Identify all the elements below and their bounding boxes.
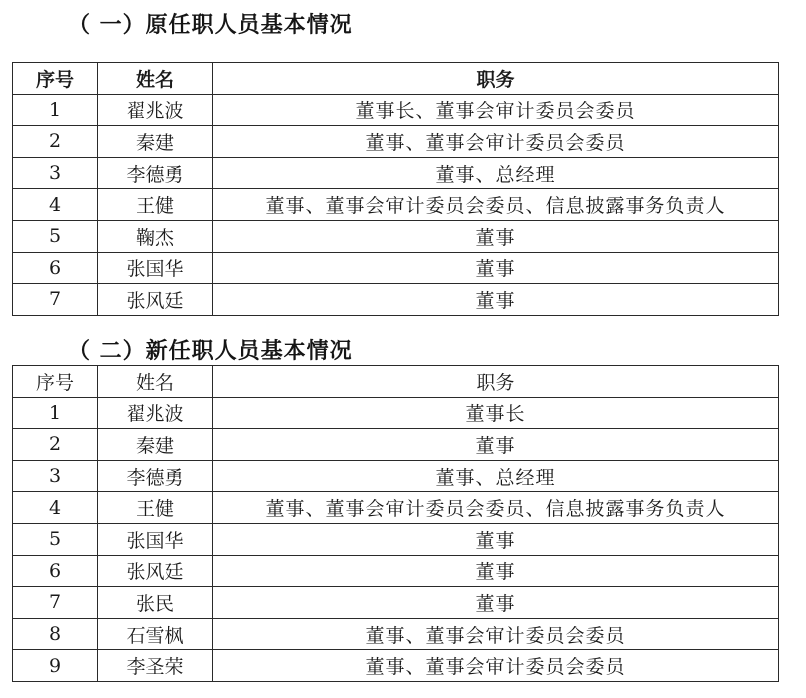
table-row: [13, 126, 779, 158]
table-row: [13, 460, 779, 492]
person-name-cell: 石雪枫: [98, 618, 213, 650]
section-title-original-staff: （ 一）原任职人员基本情况: [68, 13, 353, 38]
row-number-cell: 9: [13, 650, 98, 682]
person-name-cell: 张风廷: [98, 555, 213, 587]
row-number-cell: 6: [13, 555, 98, 587]
original-staff-table: [12, 62, 779, 316]
header-name: 姓名: [98, 63, 213, 95]
row-number-cell: 3: [13, 460, 98, 492]
table-row: [13, 618, 779, 650]
person-name-cell: 秦建: [98, 126, 213, 158]
header-name: 姓名: [98, 366, 213, 398]
position-cell: 董事: [213, 555, 779, 587]
position-cell: 董事: [213, 252, 779, 284]
person-name-cell: 李圣荣: [98, 650, 213, 682]
row-number-cell: 2: [13, 429, 98, 461]
position-cell: 董事: [213, 429, 779, 461]
row-number-cell: 6: [13, 252, 98, 284]
position-cell: 董事、总经理: [213, 460, 779, 492]
table-row: [13, 587, 779, 619]
table-row: [13, 157, 779, 189]
position-cell: 董事: [213, 284, 779, 316]
table-row: [13, 397, 779, 429]
table-row: [13, 284, 779, 316]
header-no: 序号: [13, 63, 98, 95]
person-name-cell: 张风廷: [98, 284, 213, 316]
table-row: [13, 252, 779, 284]
table-row: [13, 650, 779, 682]
person-name-cell: 鞠杰: [98, 220, 213, 252]
person-name-cell: 张国华: [98, 523, 213, 555]
position-cell: 董事长、董事会审计委员会委员: [213, 94, 779, 126]
row-number-cell: 7: [13, 284, 98, 316]
table-row: [13, 189, 779, 221]
position-cell: 董事: [213, 587, 779, 619]
position-cell: 董事、董事会审计委员会委员、信息披露事务负责人: [213, 492, 779, 524]
person-name-cell: 王健: [98, 492, 213, 524]
table-row: [13, 220, 779, 252]
row-number-cell: 8: [13, 618, 98, 650]
position-cell: 董事、董事会审计委员会委员: [213, 650, 779, 682]
row-number-cell: 5: [13, 523, 98, 555]
position-cell: 董事、董事会审计委员会委员: [213, 126, 779, 158]
table-row: [13, 429, 779, 461]
new-staff-table: [12, 365, 779, 682]
row-number-cell: 4: [13, 492, 98, 524]
header-no: 序号: [13, 366, 98, 398]
row-number-cell: 7: [13, 587, 98, 619]
person-name-cell: 翟兆波: [98, 397, 213, 429]
header-title: 职务: [213, 63, 779, 95]
row-number-cell: 5: [13, 220, 98, 252]
person-name-cell: 张民: [98, 587, 213, 619]
position-cell: 董事、董事会审计委员会委员、信息披露事务负责人: [213, 189, 779, 221]
position-cell: 董事、董事会审计委员会委员: [213, 618, 779, 650]
row-number-cell: 2: [13, 126, 98, 158]
person-name-cell: 翟兆波: [98, 94, 213, 126]
new-staff-rows: [13, 397, 779, 681]
position-cell: 董事长: [213, 397, 779, 429]
person-name-cell: 李德勇: [98, 157, 213, 189]
table-row: [13, 555, 779, 587]
person-name-cell: 秦建: [98, 429, 213, 461]
table-row: [13, 523, 779, 555]
table-header-row: [13, 63, 779, 95]
table-row: [13, 492, 779, 524]
row-number-cell: 4: [13, 189, 98, 221]
original-staff-rows: [13, 94, 779, 315]
position-cell: 董事、总经理: [213, 157, 779, 189]
row-number-cell: 1: [13, 94, 98, 126]
position-cell: 董事: [213, 220, 779, 252]
row-number-cell: 1: [13, 397, 98, 429]
table-row: [13, 94, 779, 126]
person-name-cell: 张国华: [98, 252, 213, 284]
position-cell: 董事: [213, 523, 779, 555]
person-name-cell: 王健: [98, 189, 213, 221]
person-name-cell: 李德勇: [98, 460, 213, 492]
section-title-new-staff: （ 二）新任职人员基本情况: [68, 339, 353, 364]
header-title: 职务: [213, 366, 779, 398]
table-header-row: [13, 366, 779, 398]
row-number-cell: 3: [13, 157, 98, 189]
